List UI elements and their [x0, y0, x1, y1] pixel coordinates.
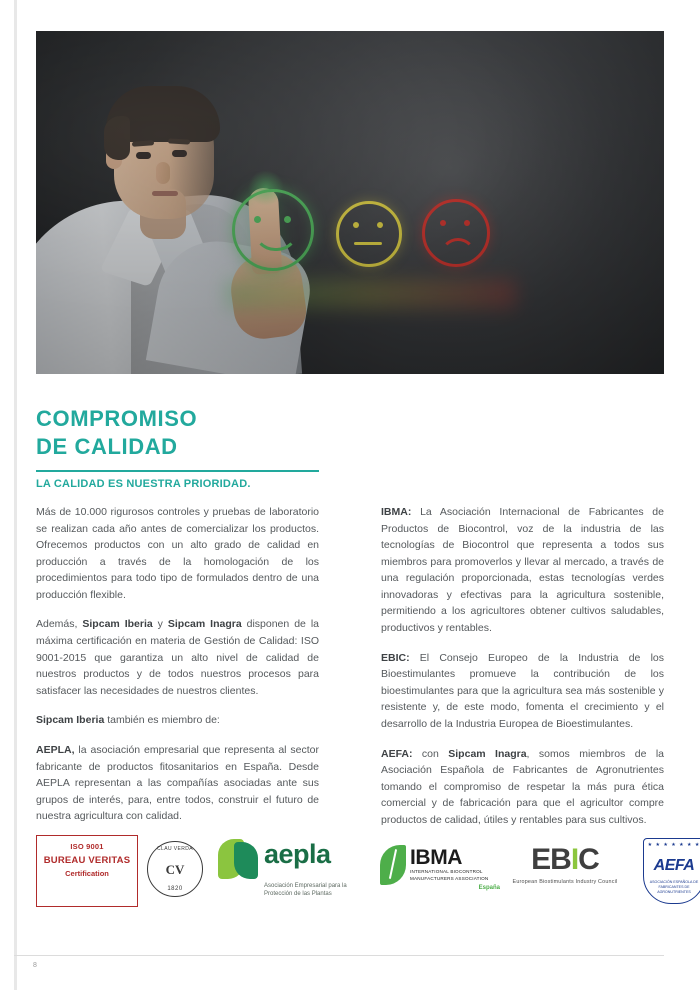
aefa-shield-icon [643, 838, 700, 904]
title-underline [36, 470, 319, 472]
aefa-stars: ★ ★ ★ ★ ★ ★ ★ [647, 842, 700, 848]
seal-circle [147, 841, 203, 897]
seal-year-label: 1820 [167, 886, 183, 892]
body-left-column [36, 504, 319, 838]
aepla-wordmark: aepla [264, 839, 331, 869]
ebic-wordmark [510, 845, 620, 875]
aepla-tagline: Asociación Empresarial para la Protección de las Plantas [264, 883, 347, 897]
seal-top-label: CLAU VERDA [157, 846, 193, 852]
aefa-wordmark: AEFA [653, 857, 695, 874]
page-title-block [36, 405, 436, 472]
page-margin-rule [14, 0, 17, 990]
ebic-logo [510, 835, 620, 907]
paragraph: Además, Sipcam Iberia y Sipcam Inagra disponen de la máxima certificación en materia de Gestión de Calidad: ISO 9001-2015 que garantiza un alto nivel de calidad de nuestros productos y de todos nuestros procesos para satisfacer las necesidades de nuestros clientes. [36, 618, 319, 697]
hero-vignette [36, 31, 664, 374]
aefa-tagline: ASOCIACIÓN ESPAÑOLA DE FABRICANTES DE AGRONUTRIENTES [649, 879, 699, 894]
body-right-column [381, 504, 664, 841]
bv-name-label: BUREAU VERITAS [43, 855, 131, 867]
aefa-logo [632, 835, 700, 907]
ibma-country-label: España [478, 885, 500, 891]
section-subtitle: LA CALIDAD ES NUESTRA PRIORIDAD. [36, 478, 251, 490]
ibma-tagline: INTERNATIONAL BIOCONTROL MANUFACTURERS ASSOCIATION [410, 869, 489, 881]
aepla-leaf-icon [218, 839, 260, 881]
page-number: 8 [33, 962, 37, 969]
hero-image [36, 31, 664, 374]
page-title [36, 405, 436, 461]
seal-monogram: CV [165, 862, 185, 877]
bureau-veritas-logo [36, 835, 138, 907]
clau-verda-seal-logo [144, 835, 206, 907]
paragraph: EBIC: El Consejo Europeo de la Industria de los Bioestimulantes promueve la contribución de los bioestimulantes para que la agricultura sea más sostenible y resistente y, de este modo, fomenta el crecimiento y el desarrollo de la Industria Europea de Bioestimulantes. [381, 651, 664, 730]
ebic-letter-e: E [531, 843, 551, 876]
aepla-logo [218, 835, 368, 907]
certification-logo-strip [36, 835, 700, 915]
page-title-line-2: DE CALIDAD [36, 434, 178, 460]
footer-divider [14, 955, 664, 956]
ebic-letter-c: C [578, 843, 599, 876]
ebic-letter-b: B [550, 843, 571, 876]
paragraph: IBMA: La Asociación Internacional de Fabricantes de Productos de Biocontrol, voz de la industria de las tecnologías de Biocontrol que representa a todos sus miembros para promoverlos y llevar al mercado, a través de una regulación proporcionada, estas tecnologías verdes innovadoras y efectivas para la agricultura sostenible, permitiendo a los agricultores obtener cultivos saludables, productivos y rentables. [381, 506, 664, 635]
paragraph: AEPLA, la asociación empresarial que representa al sector fabricante de productos fitosanitarios en España. Desde AEPLA representan a las compañías asociadas ante sus grupos de interés, para, entre todos, construir el futuro de nuestra agricultura con calidad. [36, 743, 319, 823]
ebic-tagline: European Biostimulants Industry Council [512, 879, 618, 885]
ibma-leaf-icon [380, 845, 406, 885]
paragraph: AEFA: con Sipcam Inagra, somos miembros de la Asociación Española de Fabricantes de Agronutrientes tomando el compromiso de respetar la más pura ética comercial y de fabricación para que el agricultor compre productos de calidad, útiles y rentables para sus cultivos. [381, 747, 664, 826]
ibma-logo [380, 835, 500, 907]
bv-iso-label: ISO 9001 [70, 842, 104, 851]
ebic-letter-i: I [570, 843, 579, 876]
paragraph: Sipcam Iberia también es miembro de: [36, 714, 220, 727]
page-title-line-1: COMPROMISO [36, 406, 198, 431]
paragraph: Más de 10.000 rigurosos controles y pruebas de laboratorio se realizan cada año antes de comercializar los productos. Ofrecemos productos con un alto grado de calidad en producción a través de la homologación de los procedimientos para todo tipo de formulados dentro de una producción flexible. [36, 506, 319, 601]
ibma-wordmark: IBMA [410, 846, 463, 870]
bv-certification-label: Certification [65, 868, 109, 878]
